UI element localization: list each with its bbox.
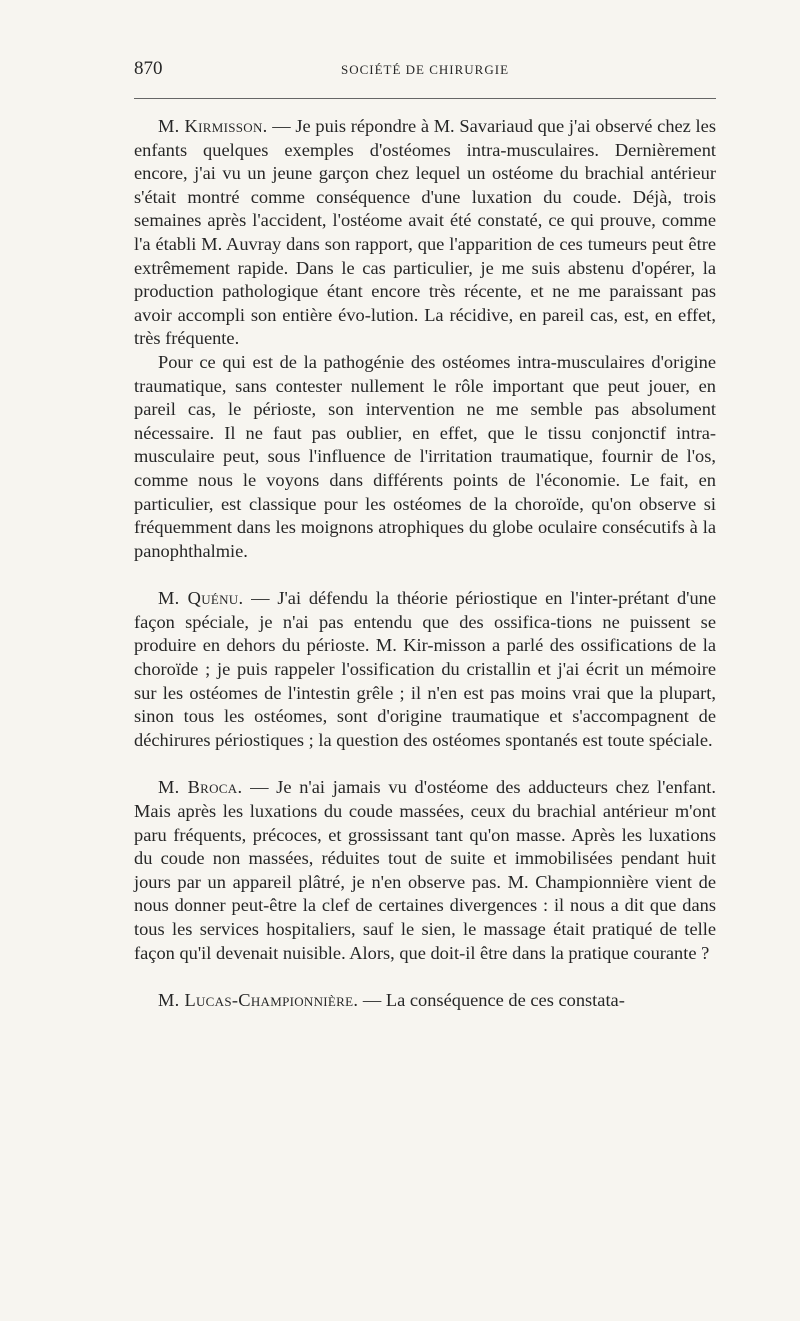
paragraph-kirmisson-continued xyxy=(134,351,716,563)
journal-title: SOCIÉTÉ DE CHIRURGIE xyxy=(340,62,510,77)
paragraph-text: Pour ce qui est de la pathogénie des ostéomes intra-musculaires d'origine traumatique, sans contester nullement le rôle important que peut jouer, en pareil cas, le périoste, son intervention ne me semble pas absolument nécessaire. Il ne faut pas oublier, en effet, que le tissu conjonctif intra-musculaire peut, sous l'influence de l'irritation traumatique, fournir de l'os, comme nous le voyons dans différents points de l'économie. Le fait, en particulier, est classique pour les ostéomes de la choroïde, qu'on observe si fréquemment dans les moignons atrophiques du globe oculaire consécutifs à la panophthalmie. xyxy=(134,351,716,561)
paragraph-text: — Je n'ai jamais vu d'ostéome des adducteurs chez l'enfant. Mais après les luxations du coude massées, ceux du brachial antérieur m'ont paru fréquents, précoces, et grossissant tant qu'on masse. Après les luxations du coude non massées, réduites tout de suite et immobilisées pendant huit jours par un appareil plâtré, je n'en observe pas. M. Championnière vient de nous donner peut-être la clef de certaines divergences : il nous a dit que dans tous les services hospitaliers, sauf le sien, le massage était pratiqué de telle façon qu'il devenait nuisible. Alors, que doit-il être dans la pratique courante ? xyxy=(134,777,716,963)
paragraph-kirmisson xyxy=(134,115,716,351)
page-number: 870 xyxy=(134,58,163,79)
paragraph-quenu xyxy=(134,587,716,752)
paragraph-text: — Je puis répondre à M. Savariaud que j'ai observé chez les enfants quelques exemples d'ostéomes intra-musculaires. Dernièrement encore, j'ai vu un jeune garçon chez lequel un ostéome du brachial antérieur s'était montré comme conséquence d'une luxation du coude. Déjà, trois semaines après l'accident, l'ostéome avait été constaté, ce qui prouve, comme l'a établi M. Auvray dans son rapport, que l'apparition de ces tumeurs peut être extrêmement rapide. Dans le cas particulier, je me suis abstenu d'opérer, la production pathologique étant encore très récente, et ne me paraissant pas avoir accompli son entière évo-lution. La récidive, en pareil cas, est, en effet, très fréquente. xyxy=(134,116,716,349)
speaker-name: M. Kirmisson. xyxy=(158,116,268,136)
paragraph-lucas-championniere xyxy=(134,989,716,1013)
paragraph-broca xyxy=(134,776,716,965)
paragraph-text: — La conséquence de ces constata- xyxy=(358,990,625,1011)
header-rule xyxy=(134,98,716,99)
speaker-name: M. Lucas-Championnière. xyxy=(158,990,359,1011)
body-text xyxy=(134,115,716,1013)
speaker-name: M. Broca. xyxy=(158,777,243,798)
running-head xyxy=(134,58,716,88)
paragraph-text: — J'ai défendu la théorie périostique en l'inter-prétant d'une façon spéciale, je n'ai pas entendu que des ossifica-tions ne puissent se produire en dehors du périoste. M. Kir-misson a parlé des ossifications de la choroïde ; je puis rappeler l'ossification du cristallin et j'ai écrit un mémoire sur les ostéomes de l'intestin grêle ; il n'en est pas moins vrai que la plupart, sinon tous les ostéomes, sont d'origine traumatique et s'accompagnent de déchirures périostiques ; la question des ostéomes spontanés est toute spéciale. xyxy=(134,588,717,750)
speaker-name: M. Quénu. xyxy=(158,588,244,609)
